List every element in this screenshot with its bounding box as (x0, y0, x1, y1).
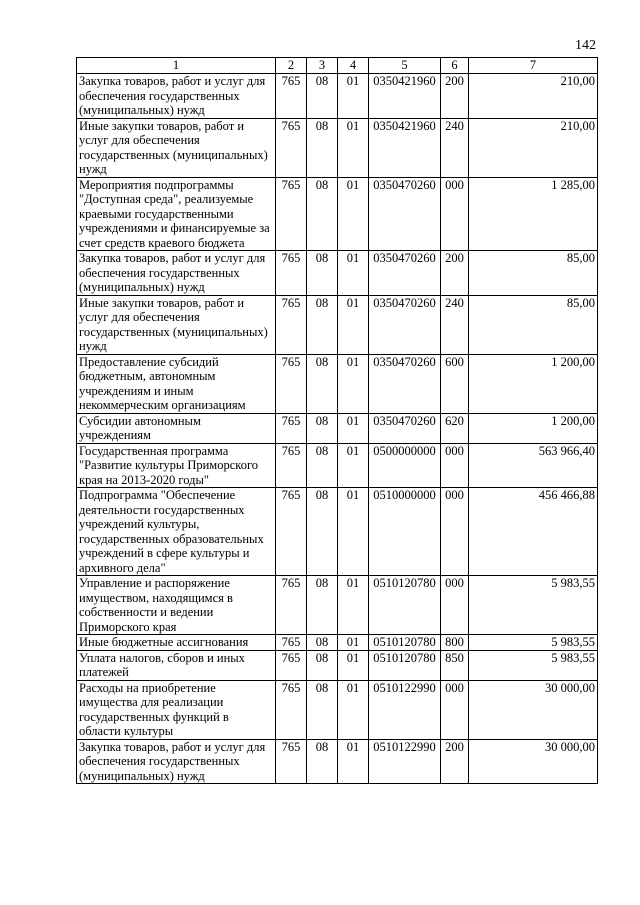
cell-amount: 85,00 (469, 295, 598, 354)
cell-code-5: 0510122990 (369, 680, 441, 739)
cell-code-6: 200 (441, 251, 469, 296)
column-header: 7 (469, 58, 598, 74)
cell-code-4: 01 (338, 488, 369, 576)
cell-code-5: 0500000000 (369, 443, 441, 488)
table-row (77, 635, 598, 651)
cell-code-2: 765 (276, 635, 307, 651)
cell-code-6: 000 (441, 680, 469, 739)
column-header: 5 (369, 58, 441, 74)
row-description: Субсидии автономным учреждениям (77, 413, 276, 443)
cell-amount: 5 983,55 (469, 650, 598, 680)
cell-code-2: 765 (276, 680, 307, 739)
table-row (77, 413, 598, 443)
cell-code-5: 0510122990 (369, 739, 441, 784)
cell-code-4: 01 (338, 635, 369, 651)
cell-code-3: 08 (307, 488, 338, 576)
cell-code-5: 0350421960 (369, 118, 441, 177)
table-row (77, 650, 598, 680)
column-header: 6 (441, 58, 469, 74)
cell-code-3: 08 (307, 443, 338, 488)
cell-code-4: 01 (338, 443, 369, 488)
cell-code-6: 240 (441, 295, 469, 354)
cell-amount: 456 466,88 (469, 488, 598, 576)
cell-code-4: 01 (338, 177, 369, 251)
table-row (77, 443, 598, 488)
row-description: Подпрограмма "Обеспечение деятельности государственных учреждений культуры, государственных образовательных учреждений в сфере культуры и архивного дела" (77, 488, 276, 576)
cell-code-4: 01 (338, 295, 369, 354)
cell-code-4: 01 (338, 251, 369, 296)
cell-code-2: 765 (276, 354, 307, 413)
cell-code-3: 08 (307, 118, 338, 177)
header-row (77, 58, 598, 74)
column-header: 3 (307, 58, 338, 74)
cell-code-2: 765 (276, 739, 307, 784)
cell-code-3: 08 (307, 650, 338, 680)
cell-code-5: 0350470260 (369, 354, 441, 413)
cell-amount: 5 983,55 (469, 576, 598, 635)
cell-code-2: 765 (276, 177, 307, 251)
table-row (77, 576, 598, 635)
cell-code-4: 01 (338, 739, 369, 784)
row-description: Предоставление субсидий бюджетным, автономным учреждениям и иным некоммерческим организациям (77, 354, 276, 413)
cell-amount: 210,00 (469, 74, 598, 119)
cell-code-4: 01 (338, 576, 369, 635)
cell-code-6: 800 (441, 635, 469, 651)
cell-code-4: 01 (338, 118, 369, 177)
cell-code-3: 08 (307, 74, 338, 119)
row-description: Закупка товаров, работ и услуг для обеспечения государственных (муниципальных) нужд (77, 74, 276, 119)
cell-amount: 30 000,00 (469, 739, 598, 784)
table-row (77, 177, 598, 251)
cell-code-6: 850 (441, 650, 469, 680)
cell-code-6: 000 (441, 576, 469, 635)
column-header: 2 (276, 58, 307, 74)
cell-code-3: 08 (307, 251, 338, 296)
row-description: Иные закупки товаров, работ и услуг для обеспечения государственных (муниципальных) нужд (77, 295, 276, 354)
cell-code-2: 765 (276, 251, 307, 296)
cell-code-3: 08 (307, 354, 338, 413)
cell-code-5: 0510120780 (369, 576, 441, 635)
table-row (77, 739, 598, 784)
cell-code-2: 765 (276, 295, 307, 354)
cell-code-2: 765 (276, 443, 307, 488)
cell-code-5: 0350421960 (369, 74, 441, 119)
page-number: 142 (575, 38, 596, 53)
cell-code-4: 01 (338, 354, 369, 413)
row-description: Закупка товаров, работ и услуг для обеспечения государственных (муниципальных) нужд (77, 251, 276, 296)
row-description: Уплата налогов, сборов и иных платежей (77, 650, 276, 680)
cell-code-2: 765 (276, 650, 307, 680)
column-header: 1 (77, 58, 276, 74)
cell-code-3: 08 (307, 413, 338, 443)
cell-code-6: 240 (441, 118, 469, 177)
table-row (77, 354, 598, 413)
table-row (77, 74, 598, 119)
cell-code-2: 765 (276, 576, 307, 635)
cell-code-5: 0350470260 (369, 413, 441, 443)
table-row (77, 295, 598, 354)
cell-code-6: 000 (441, 177, 469, 251)
cell-amount: 563 966,40 (469, 443, 598, 488)
cell-code-4: 01 (338, 74, 369, 119)
row-description: Управление и распоряжение имуществом, находящимся в собственности и ведении Приморского края (77, 576, 276, 635)
cell-amount: 1 285,00 (469, 177, 598, 251)
cell-amount: 210,00 (469, 118, 598, 177)
cell-code-3: 08 (307, 177, 338, 251)
column-header: 4 (338, 58, 369, 74)
cell-code-2: 765 (276, 118, 307, 177)
table-row (77, 251, 598, 296)
cell-code-5: 0350470260 (369, 177, 441, 251)
cell-code-2: 765 (276, 413, 307, 443)
table-row (77, 488, 598, 576)
cell-code-3: 08 (307, 295, 338, 354)
cell-code-4: 01 (338, 650, 369, 680)
row-description: Мероприятия подпрограммы "Доступная среда", реализуемые краевыми государственными учреждениями и финансируемые за счет средств краевого бюджета (77, 177, 276, 251)
cell-code-6: 600 (441, 354, 469, 413)
cell-code-3: 08 (307, 576, 338, 635)
cell-code-4: 01 (338, 413, 369, 443)
cell-code-3: 08 (307, 635, 338, 651)
cell-code-5: 0510120780 (369, 635, 441, 651)
table-row (77, 680, 598, 739)
row-description: Иные бюджетные ассигнования (77, 635, 276, 651)
cell-code-5: 0510000000 (369, 488, 441, 576)
cell-amount: 1 200,00 (469, 354, 598, 413)
cell-code-6: 200 (441, 739, 469, 784)
table-row (77, 118, 598, 177)
row-description: Государственная программа "Развитие культуры Приморского края на 2013-2020 годы" (77, 443, 276, 488)
cell-code-6: 200 (441, 74, 469, 119)
cell-code-5: 0350470260 (369, 251, 441, 296)
cell-amount: 30 000,00 (469, 680, 598, 739)
cell-code-6: 000 (441, 443, 469, 488)
cell-code-4: 01 (338, 680, 369, 739)
row-description: Иные закупки товаров, работ и услуг для обеспечения государственных (муниципальных) нужд (77, 118, 276, 177)
cell-code-3: 08 (307, 680, 338, 739)
cell-code-6: 000 (441, 488, 469, 576)
cell-code-2: 765 (276, 488, 307, 576)
budget-table (76, 57, 598, 784)
row-description: Расходы на приобретение имущества для реализации государственных функций в области культуры (77, 680, 276, 739)
cell-code-2: 765 (276, 74, 307, 119)
cell-amount: 5 983,55 (469, 635, 598, 651)
cell-code-5: 0350470260 (369, 295, 441, 354)
cell-amount: 1 200,00 (469, 413, 598, 443)
row-description: Закупка товаров, работ и услуг для обеспечения государственных (муниципальных) нужд (77, 739, 276, 784)
cell-code-3: 08 (307, 739, 338, 784)
cell-code-6: 620 (441, 413, 469, 443)
cell-code-5: 0510120780 (369, 650, 441, 680)
cell-amount: 85,00 (469, 251, 598, 296)
